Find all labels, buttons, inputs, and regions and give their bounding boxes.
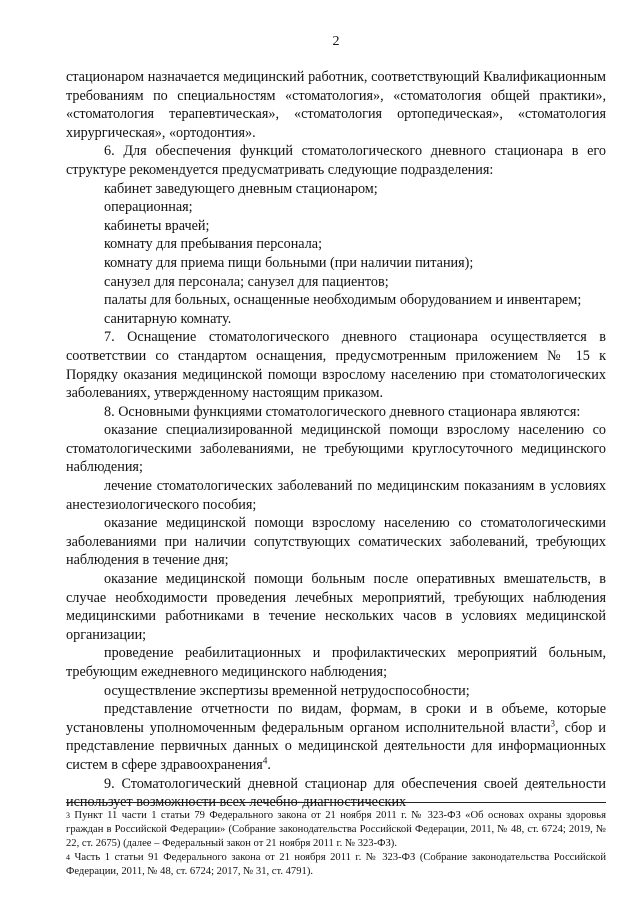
footnote-ref[interactable]: 3 xyxy=(550,718,555,729)
list-item: лечение стоматологических заболеваний по медицинским показаниям в условиях анестезиологического пособия; xyxy=(66,478,606,513)
document-body xyxy=(66,68,606,812)
list-item xyxy=(66,700,606,774)
footnote xyxy=(66,809,606,851)
footnote-mark: 3 xyxy=(66,811,70,820)
list-item: оказание медицинской помощи больным после оперативных вмешательств, в случае необходимости проведения лечебных мероприятий, требующих наблюдения медицинскими работниками в течение нескольких часов в условиях медицинской организации; xyxy=(66,571,606,643)
paragraph: 6. Для обеспечения функций стоматологического дневного стационара в его структуре рекомендуется предусматривать следующие подразделения: xyxy=(66,143,606,178)
paragraph: 8. Основными функциями стоматологического дневного стационара являются: xyxy=(104,403,581,420)
footnote xyxy=(66,851,606,879)
list-item: комнату для пребывания персонала; xyxy=(104,236,323,253)
footnote-ref[interactable]: 4 xyxy=(262,755,268,766)
paragraph-text: , сбор и представление первичных данных о медицинской деятельности для информационных систем в сфере здравоохранения xyxy=(66,719,606,773)
list-item: палаты для больных, оснащенные необходимым оборудованием и инвентарем; xyxy=(104,292,582,309)
list-item: кабинет заведующего дневным стационаром; xyxy=(104,180,378,197)
list-item: осуществление экспертизы временной нетрудоспособности; xyxy=(104,682,470,699)
list-item: кабинеты врачей; xyxy=(104,217,210,234)
paragraph: 7. Оснащение стоматологического дневного стационара осуществляется в соответствии со стандартом оснащения, предусмотренным приложением № 15 к Порядку оказания медицинской помощи взрослому населению при стоматологических заболеваниях, утвержденному настоящим приказом. xyxy=(66,329,606,402)
paragraph: 9. Стоматологический дневной стационар для обеспечения своей деятельности использует возможности всех лечебно-диагностических xyxy=(66,775,606,811)
list-item: оказание медицинской помощи взрослому населению со стоматологическими заболеваниями при наличии сопутствующих соматических заболеваний, требующих наблюдения в течение дня; xyxy=(66,515,606,569)
footnotes xyxy=(66,802,606,879)
page-number: 2 xyxy=(332,34,340,49)
list-item: проведение реабилитационных и профилактических мероприятий больным, требующим ежедневного медицинского наблюдения; xyxy=(66,645,606,680)
paragraph-text: . xyxy=(267,756,271,773)
list-item: комнату для приема пищи больными (при наличии питания); xyxy=(104,254,474,271)
footnote-text: Часть 1 статьи 91 Федерального закона от 21 ноября 2011 г. № 323-ФЗ (Собрание законодательства Российской Федерации, 2011, № 48, ст. 6724; 2017, № 31, ст. 4791). xyxy=(66,852,606,877)
list-item: санузел для персонала; санузел для пациентов; xyxy=(104,273,389,290)
list-item: санитарную комнату. xyxy=(104,310,232,327)
footnote-mark: 4 xyxy=(66,853,70,862)
paragraph-text: представление отчетности по видам, формам, в сроки и в объеме, которые установлены уполномоченным федеральным органом исполнительной власти xyxy=(66,701,606,736)
list-item: операционная; xyxy=(104,199,193,216)
list-item: оказание специализированной медицинской помощи взрослому населению со стоматологическими заболеваниями, не требующими круглосуточного медицинского наблюдения; xyxy=(66,422,606,476)
footnote-text: Пункт 11 части 1 статьи 79 Федерального закона от 21 ноября 2011 г. № 323-ФЗ «Об основах охраны здоровья граждан в Российской Федерации» (Собрание законодательства Российской Федерации, 2011, № 48, ст. 6724; 2019, № 22, ст. 2675) (далее – Федеральный закон от 21 ноября 2011 г. № 323-ФЗ). xyxy=(66,810,606,849)
paragraph: стационаром назначается медицинский работник, соответствующий Квалификационным требованиям по специальностям «стоматология», «стоматология общей практики», «стоматология терапевтическая», «стоматология ортопедическая», «стоматология хирургическая», «ортодонтия». xyxy=(66,69,606,141)
